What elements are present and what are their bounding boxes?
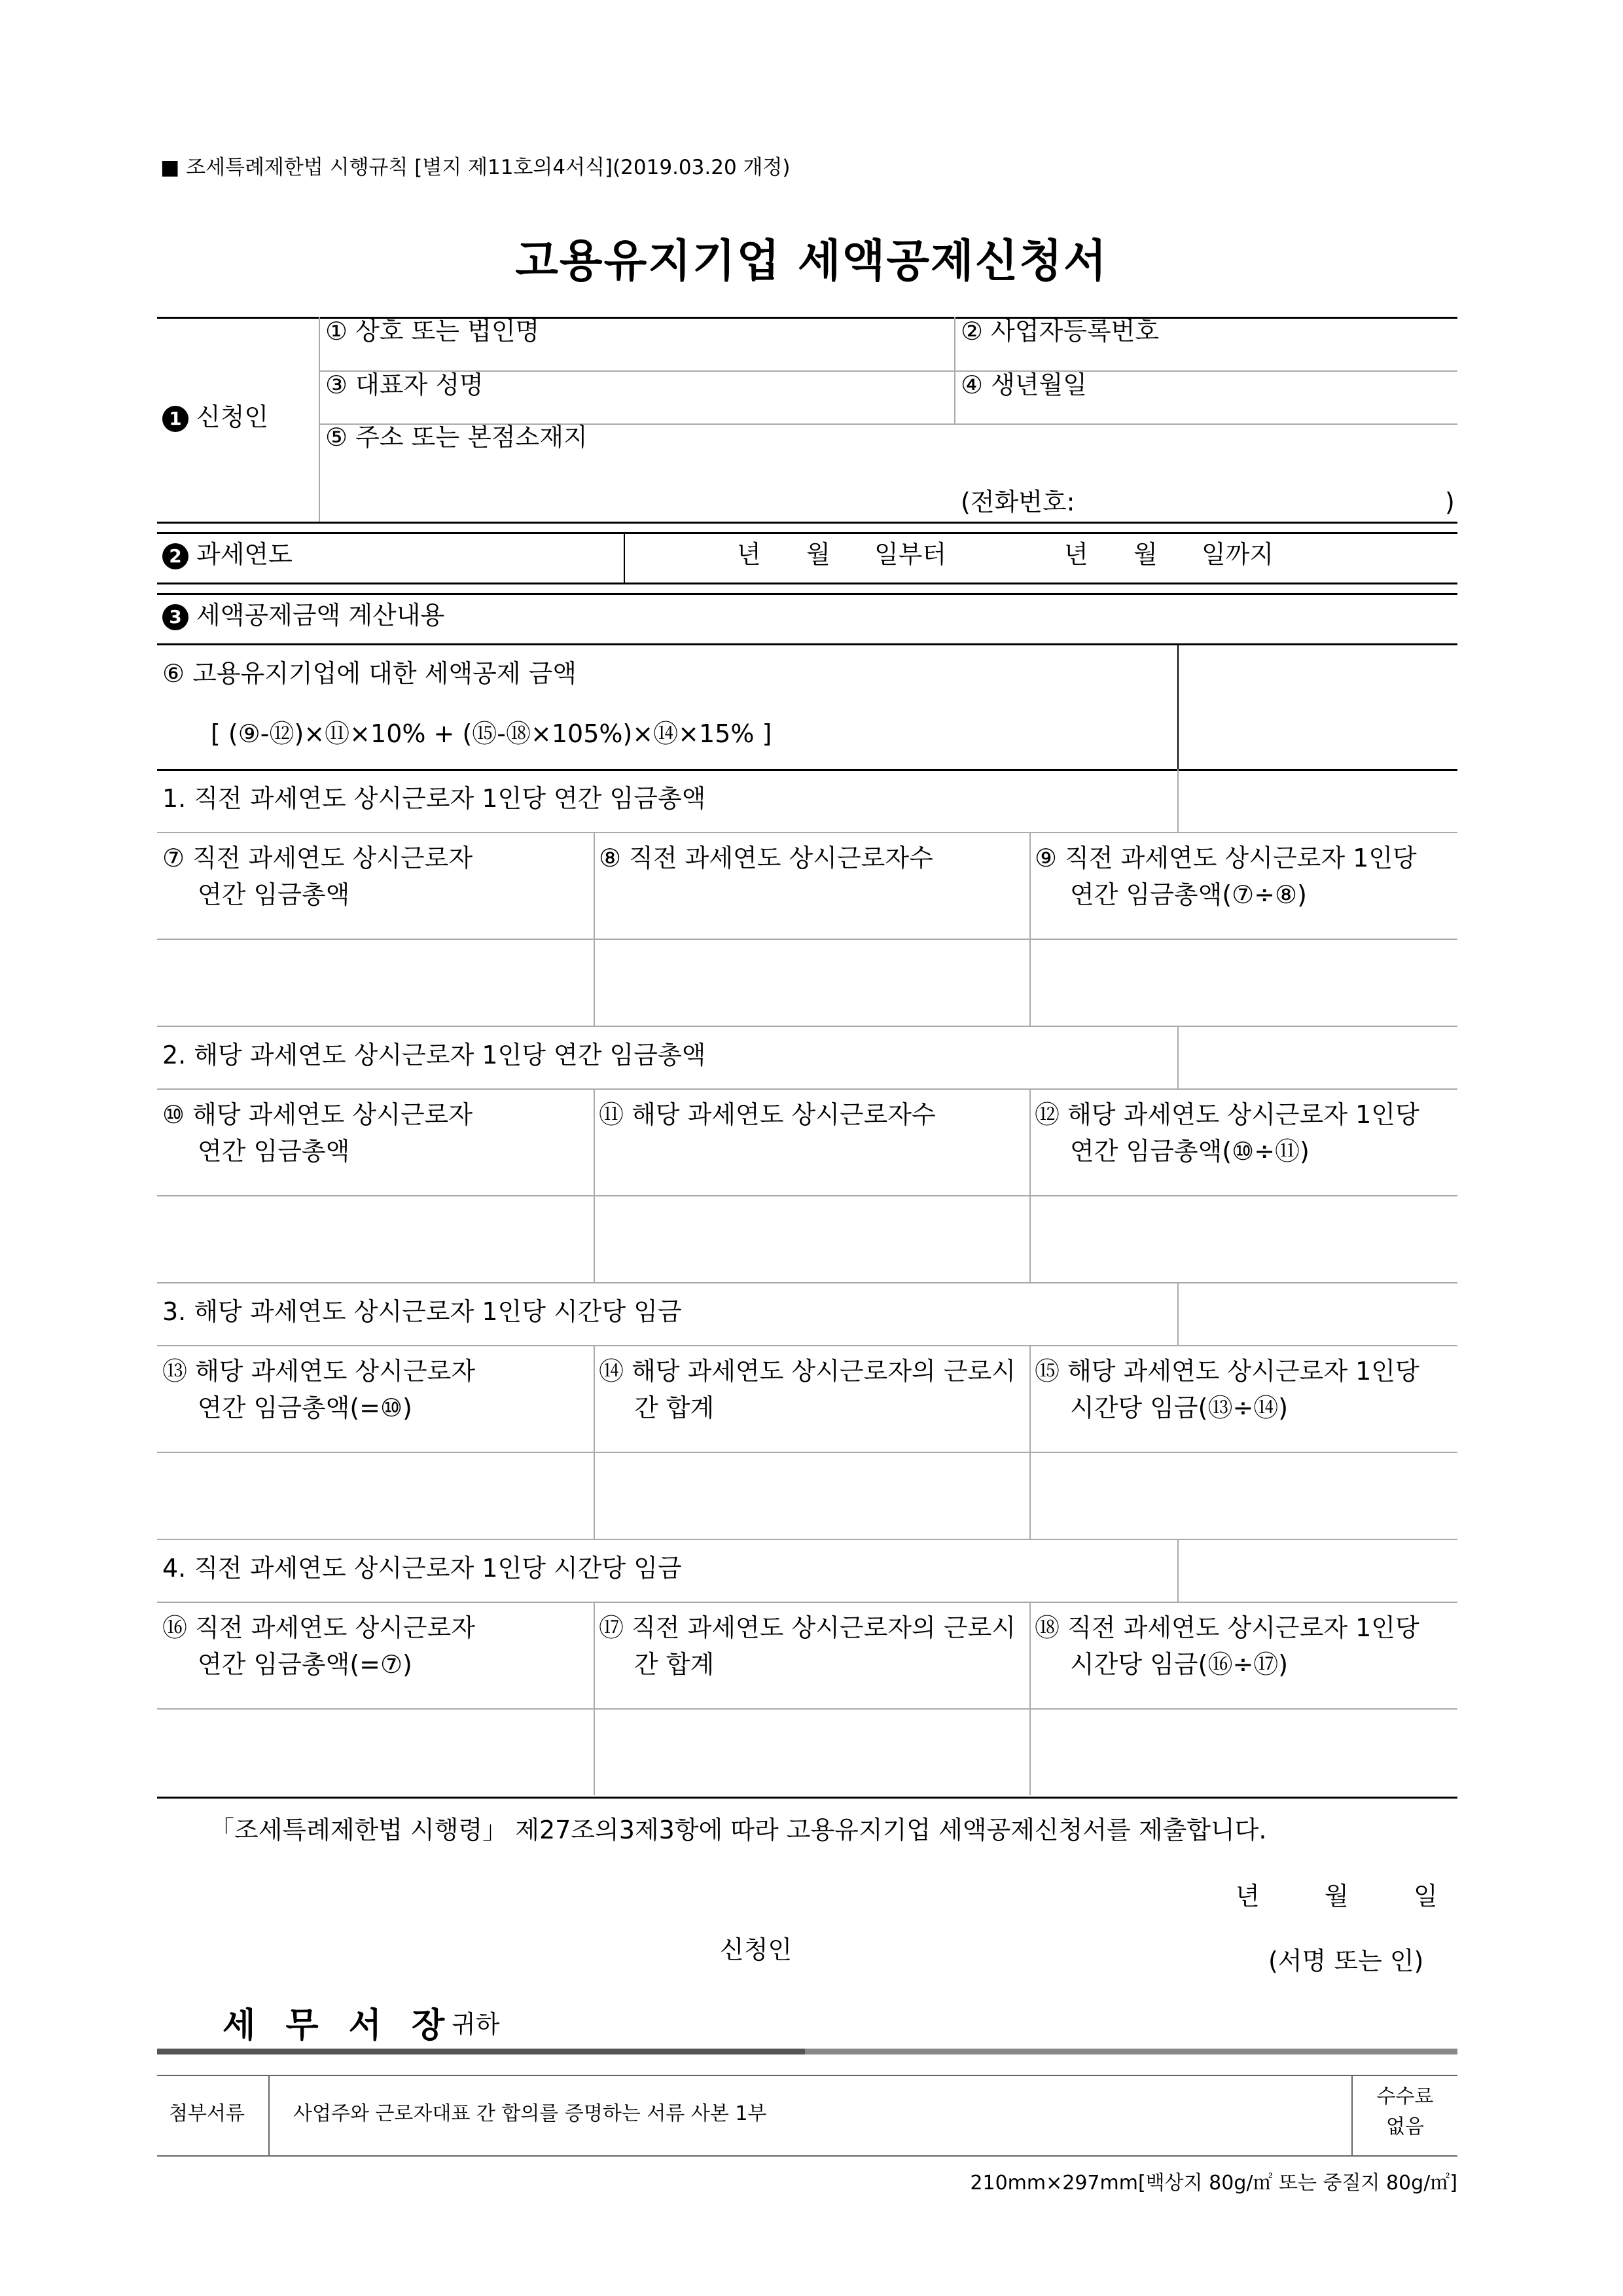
group-title: 4. 직전 과세연도 상시근로자 1인당 시간당 임금 <box>162 1554 682 1583</box>
item-value-field[interactable] <box>1031 1453 1456 1537</box>
section-number-badge: 2 <box>162 543 188 569</box>
group-value-field[interactable] <box>1179 1027 1457 1087</box>
item-label <box>1035 1609 1456 1683</box>
item-label <box>599 1353 1028 1426</box>
representative-name-field[interactable]: ③ 대표자 성명 <box>325 370 484 399</box>
group-title: 1. 직전 과세연도 상시근로자 1인당 연간 임금총액 <box>162 784 706 813</box>
item6-label: ⑥ 고용유지기업에 대한 세액공제 금액 <box>162 659 577 688</box>
page-title: 고용유지기업 세액공제신청서 <box>515 236 1108 287</box>
row-divider <box>157 1708 1457 1710</box>
item-label-line1: ⑩ 해당 과세연도 상시근로자 <box>162 1100 473 1129</box>
item6-formula: [ (⑨-⑫)×⑪×10% + (⑮-⑱×105%)×⑭×15% ] <box>211 719 772 748</box>
item-value-field[interactable] <box>595 1196 1028 1281</box>
item6-value-field[interactable] <box>1179 645 1457 768</box>
section2-divider <box>624 532 625 583</box>
item-label-line2: 연간 임금총액(⑦÷⑧) <box>1070 880 1307 909</box>
item-value-field[interactable] <box>1031 1710 1456 1794</box>
row-divider <box>157 1195 1457 1196</box>
attachments-top-border <box>157 2075 1457 2076</box>
recipient: 세 무 서 장 <box>223 2006 454 2045</box>
tax-year-from-day[interactable]: 일부터 <box>874 540 947 569</box>
item-value-field[interactable] <box>158 940 592 1024</box>
paper-spec: 210mm×297mm[백상지 80g/㎡ 또는 중질지 80g/㎡] <box>970 2172 1457 2195</box>
item-label <box>1035 1353 1456 1426</box>
row-divider <box>157 1345 1457 1346</box>
section-number-badge: 1 <box>162 406 188 432</box>
business-reg-no-field[interactable]: ② 사업자등록번호 <box>961 317 1160 346</box>
item-label-line1: ⑫ 해당 과세연도 상시근로자 1인당 <box>1035 1100 1419 1129</box>
item-value-field[interactable] <box>595 940 1028 1024</box>
section3-label: 세액공제금액 계산내용 <box>196 601 445 630</box>
item-value-field[interactable] <box>158 1453 592 1537</box>
row-divider <box>157 832 1457 833</box>
phone-close: ) <box>1445 488 1455 516</box>
group-value-field[interactable] <box>1179 1283 1457 1344</box>
declaration-statement: 「조세특례제한법 시행령」 제27조의3제3항에 따라 고용유지기업 세액공제신청서를 제출합니다. <box>209 1816 1267 1844</box>
section2-bottom-border <box>157 583 1457 584</box>
item-value-field[interactable] <box>595 1710 1028 1794</box>
item-label-line1: ⑰ 직전 과세연도 상시근로자의 근로시 <box>599 1613 1016 1642</box>
date-month[interactable]: 월 <box>1325 1882 1349 1910</box>
date-day[interactable]: 일 <box>1414 1882 1438 1910</box>
section2-top-border <box>157 532 1457 534</box>
divider-bar-dark <box>157 2049 805 2054</box>
section3-heading <box>162 599 444 632</box>
item-value-field[interactable] <box>595 1453 1028 1537</box>
item-label-line2: 시간당 임금(⑯÷⑰) <box>1070 1650 1289 1679</box>
group-value-field[interactable] <box>1179 1540 1457 1600</box>
attachments-bottom-border <box>157 2155 1457 2157</box>
item-label <box>599 1609 1028 1683</box>
row-divider <box>157 939 1457 940</box>
group-title: 3. 해당 과세연도 상시근로자 1인당 시간당 임금 <box>162 1297 682 1326</box>
item-label <box>162 1096 592 1170</box>
item-value-field[interactable] <box>1031 1196 1456 1281</box>
item-value-field[interactable] <box>158 1710 592 1794</box>
row-divider <box>157 1452 1457 1453</box>
attachments-content: 사업주와 근로자대표 간 합의를 증명하는 서류 사본 1부 <box>293 2102 767 2125</box>
divider-bar-light <box>805 2049 1457 2054</box>
tax-year-to-year[interactable]: 년 <box>1064 540 1088 569</box>
item-label-line2: 연간 임금총액(=⑦) <box>198 1650 412 1679</box>
item-label <box>1035 840 1456 913</box>
item-label-line1: ⑦ 직전 과세연도 상시근로자 <box>162 844 473 872</box>
tax-year-from-year[interactable]: 년 <box>737 540 761 569</box>
section1-bottom-border <box>157 522 1457 524</box>
section3-top-border <box>157 593 1457 595</box>
item-label-line1: ⑱ 직전 과세연도 상시근로자 1인당 <box>1035 1613 1419 1642</box>
item-label-line2: 간 합계 <box>634 1650 715 1679</box>
item-label-line2: 시간당 임금(⑬÷⑭) <box>1070 1393 1289 1422</box>
section3-bottom-border <box>157 1797 1457 1799</box>
tax-year-to-month[interactable]: 월 <box>1133 540 1158 569</box>
item-label-line2: 간 합계 <box>634 1393 715 1422</box>
item-label-line1: ⑧ 직전 과세연도 상시근로자수 <box>599 844 933 872</box>
row-divider <box>157 1088 1457 1090</box>
row-divider <box>320 370 1457 372</box>
recipient-suffix: 귀하 <box>452 2010 500 2039</box>
section-number-badge: 3 <box>162 604 188 630</box>
signature-field[interactable]: (서명 또는 인) <box>1268 1946 1424 1975</box>
group-value-field[interactable] <box>1179 770 1457 831</box>
company-name-field[interactable]: ① 상호 또는 법인명 <box>325 317 540 346</box>
item-label <box>162 840 592 913</box>
item-label-line1: ⑯ 직전 과세연도 상시근로자 <box>162 1613 476 1642</box>
item-label <box>162 1353 592 1426</box>
fee-value: 없음 <box>1386 2115 1424 2138</box>
form-reference: ■ 조세특례제한법 시행규칙 [별지 제11호의4서식](2019.03.20 개정) <box>160 156 791 179</box>
tax-year-from-month[interactable]: 월 <box>806 540 830 569</box>
date-year[interactable]: 년 <box>1236 1882 1260 1910</box>
tax-year-to-day[interactable]: 일까지 <box>1202 540 1274 569</box>
section2-label: 과세연도 <box>196 540 293 569</box>
attachments-divider <box>268 2075 270 2155</box>
item-label-line1: ⑭ 해당 과세연도 상시근로자의 근로시 <box>599 1357 1016 1386</box>
section1-heading <box>162 401 268 434</box>
item-label-line2: 연간 임금총액 <box>198 880 350 909</box>
item-label-line2: 연간 임금총액(⑩÷⑪) <box>1070 1137 1310 1166</box>
row-divider <box>157 1602 1457 1603</box>
fee-label: 수수료 <box>1376 2085 1434 2108</box>
item-label-line1: ⑮ 해당 과세연도 상시근로자 1인당 <box>1035 1357 1419 1386</box>
item-label <box>599 1096 1028 1133</box>
address-field[interactable]: ⑤ 주소 또는 본점소재지 <box>325 423 588 452</box>
section1-label: 신청인 <box>196 403 269 431</box>
col-divider <box>954 317 955 423</box>
attachments-label: 첨부서류 <box>169 2102 245 2125</box>
item-label <box>599 840 1028 876</box>
item-label-line1: ⑬ 해당 과세연도 상시근로자 <box>162 1357 476 1386</box>
birth-date-field[interactable]: ④ 생년월일 <box>961 370 1087 399</box>
item-label-line2: 연간 임금총액 <box>198 1137 350 1166</box>
item-label-line1: ⑨ 직전 과세연도 상시근로자 1인당 <box>1035 844 1417 872</box>
item-label-line1: ⑪ 해당 과세연도 상시근로자수 <box>599 1100 936 1129</box>
item-label <box>162 1609 592 1683</box>
item-label-line2: 연간 임금총액(=⑩) <box>198 1393 412 1422</box>
phone-label[interactable]: (전화번호: <box>961 488 1075 516</box>
item-value-field[interactable] <box>1031 940 1456 1024</box>
applicant-signature-label: 신청인 <box>720 1935 793 1964</box>
item-label <box>1035 1096 1456 1170</box>
section2-heading <box>162 538 293 571</box>
section1-divider <box>319 317 320 522</box>
group-title: 2. 해당 과세연도 상시근로자 1인당 연간 임금총액 <box>162 1041 706 1069</box>
item-value-field[interactable] <box>158 1196 592 1281</box>
